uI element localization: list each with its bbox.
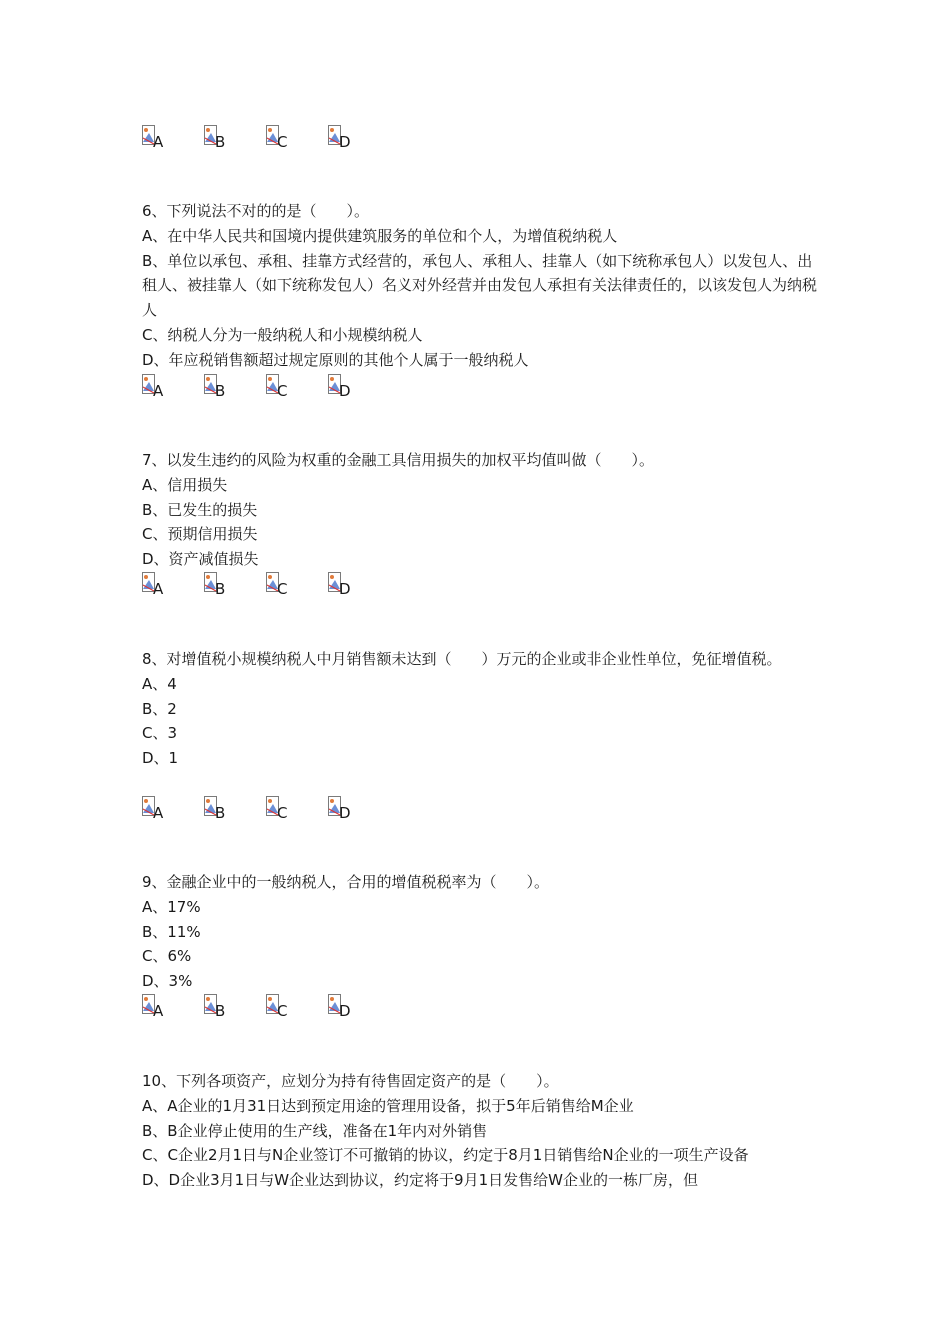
- choice-a: A、4: [142, 674, 177, 693]
- option-a[interactable]: [142, 572, 182, 600]
- question-stem: 10、下列各项资产，应划分为持有待售固定资产的是（ ）。: [142, 1072, 559, 1090]
- question-stem: 8、对增值税小规模纳税人中月销售额未达到（ ）万元的企业或非企业性单位，免征增值税。: [142, 650, 782, 668]
- option-d[interactable]: [328, 796, 368, 824]
- choice-d: D、D企业3月1日与W企业达到协议，约定将于9月1日发售给W企业的一栋厂房，但: [142, 1171, 698, 1190]
- option-b[interactable]: [204, 796, 244, 824]
- option-a[interactable]: [142, 125, 182, 153]
- option-letter: D: [339, 804, 351, 822]
- choice-d: D、3%: [142, 972, 193, 991]
- choice-b: B、11%: [142, 922, 201, 941]
- option-letter: C: [277, 580, 288, 598]
- choice-c: C、预期信用损失: [142, 525, 258, 544]
- choice-d: D、年应税销售额超过规定原则的其他个人属于一般纳税人: [142, 350, 529, 369]
- choice-d: D、1: [142, 749, 179, 768]
- choice-c: C、纳税人分为一般纳税人和小规模纳税人: [142, 325, 423, 344]
- question-9: [142, 870, 822, 994]
- option-c[interactable]: [266, 796, 306, 824]
- choice-b: B、B企业停止使用的生产线，准备在1年内对外销售: [142, 1121, 488, 1140]
- option-c[interactable]: [266, 572, 306, 600]
- option-letter: A: [153, 1002, 164, 1020]
- option-letter: B: [215, 382, 226, 400]
- option-letter: D: [339, 382, 351, 400]
- option-d[interactable]: [328, 994, 368, 1022]
- option-b[interactable]: [204, 994, 244, 1022]
- option-letter: D: [339, 1002, 351, 1020]
- choice-d: D、资产减值损失: [142, 550, 259, 569]
- option-d[interactable]: [328, 374, 368, 402]
- option-b[interactable]: [204, 374, 244, 402]
- question-stem: 9、金融企业中的一般纳税人，合用的增值税税率为（ ）。: [142, 873, 550, 891]
- question-stem: 6、下列说法不对的的是（ ）。: [142, 202, 370, 220]
- option-letter: B: [215, 1002, 226, 1020]
- option-c[interactable]: [266, 125, 306, 153]
- option-letter: D: [339, 133, 351, 151]
- option-a[interactable]: [142, 796, 182, 824]
- choice-b: B、已发生的损失: [142, 500, 258, 519]
- question-6: [142, 199, 822, 373]
- question-stem: 7、以发生违约的风险为权重的金融工具信用损失的加权平均值叫做（ ）。: [142, 451, 655, 469]
- option-b[interactable]: [204, 572, 244, 600]
- option-letter: C: [277, 382, 288, 400]
- option-d[interactable]: [328, 572, 368, 600]
- option-letter: A: [153, 133, 164, 151]
- choice-a: A、A企业的1月31日达到预定用途的管理用设备，拟于5年后销售给M企业: [142, 1096, 634, 1115]
- question-10: [142, 1069, 822, 1193]
- option-letter: C: [277, 804, 288, 822]
- option-letter: B: [215, 133, 226, 151]
- option-a[interactable]: [142, 374, 182, 402]
- question-8: [142, 647, 822, 771]
- option-c[interactable]: [266, 994, 306, 1022]
- option-letter: C: [277, 133, 288, 151]
- option-letter: C: [277, 1002, 288, 1020]
- option-letter: D: [339, 580, 351, 598]
- option-letter: A: [153, 580, 164, 598]
- choice-c: C、C企业2月1日与N企业签订不可撤销的协议，约定于8月1日销售给N企业的一项生产设备: [142, 1146, 749, 1165]
- option-b[interactable]: [204, 125, 244, 153]
- option-letter: B: [215, 580, 226, 598]
- option-letter: A: [153, 382, 164, 400]
- choice-c: C、6%: [142, 947, 192, 966]
- question-7: [142, 448, 822, 572]
- choice-a: A、信用损失: [142, 475, 228, 494]
- option-d[interactable]: [328, 125, 368, 153]
- choice-a: A、在中华人民共和国境内提供建筑服务的单位和个人，为增值税纳税人: [142, 226, 618, 245]
- option-letter: A: [153, 804, 164, 822]
- choice-b: B、2: [142, 699, 177, 718]
- choice-b: B、单位以承包、承租、挂靠方式经营的，承包人、承租人、挂靠人（如下统称承包人）以发包人、出租人、被挂靠人（如下统称发包人）名义对外经营并由发包人承担有关法律责任的，以该发包人为纳税人: [142, 251, 818, 320]
- option-c[interactable]: [266, 374, 306, 402]
- choice-a: A、17%: [142, 897, 201, 916]
- option-letter: B: [215, 804, 226, 822]
- option-a[interactable]: [142, 994, 182, 1022]
- choice-c: C、3: [142, 724, 178, 743]
